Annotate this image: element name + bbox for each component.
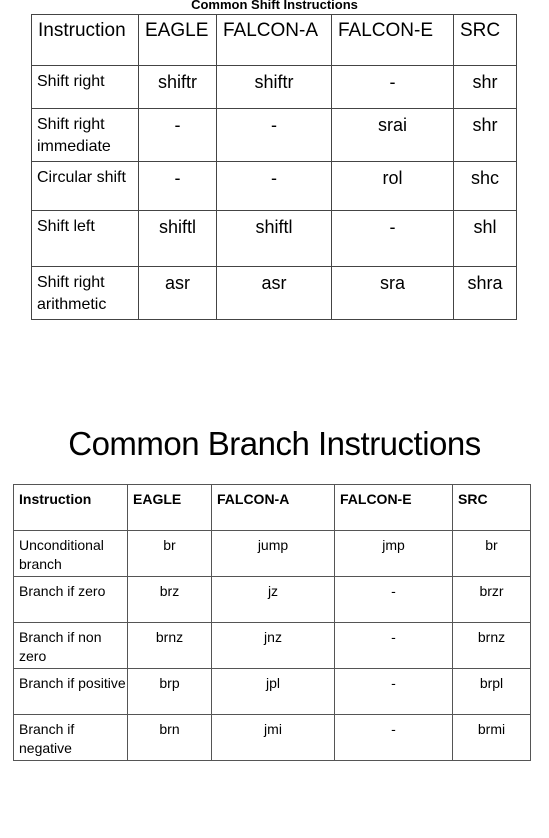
falcon-e-cell: sra — [332, 267, 454, 320]
instruction-cell: Shift left — [32, 211, 139, 267]
falcon-e-cell: - — [332, 66, 454, 109]
eagle-cell: - — [139, 162, 217, 211]
instruction-cell: Shift right immediate — [32, 109, 139, 162]
table-row — [14, 623, 531, 669]
src-cell: shra — [454, 267, 517, 320]
column-header-src: SRC — [453, 485, 531, 531]
src-cell: shl — [454, 211, 517, 267]
src-cell: shc — [454, 162, 517, 211]
table-row — [32, 109, 517, 162]
table-header-row — [14, 485, 531, 531]
column-header-eagle: EAGLE — [139, 15, 217, 66]
falcon-e-cell: - — [335, 669, 453, 715]
table-row — [32, 162, 517, 211]
column-header-instruction: Instruction — [32, 15, 139, 66]
column-header-falcon-a: FALCON-A — [217, 15, 332, 66]
instruction-cell: Circular shift — [32, 162, 139, 211]
column-header-falcon-e: FALCON-E — [332, 15, 454, 66]
src-cell: brzr — [453, 577, 531, 623]
falcon-a-cell: jpl — [212, 669, 335, 715]
eagle-cell: brn — [128, 715, 212, 761]
column-header-falcon-a: FALCON-A — [212, 485, 335, 531]
falcon-a-cell: jz — [212, 577, 335, 623]
table-row — [32, 66, 517, 109]
falcon-a-cell: shiftl — [217, 211, 332, 267]
instruction-cell: Branch if positive — [14, 669, 128, 715]
eagle-cell: brp — [128, 669, 212, 715]
falcon-e-cell: - — [335, 623, 453, 669]
instruction-cell: Branch if zero — [14, 577, 128, 623]
instruction-cell: Unconditional branch — [14, 531, 128, 577]
table-row — [14, 531, 531, 577]
src-cell: br — [453, 531, 531, 577]
falcon-a-cell: jump — [212, 531, 335, 577]
table-row — [32, 267, 517, 320]
falcon-a-cell: jnz — [212, 623, 335, 669]
table-row — [32, 211, 517, 267]
eagle-cell: brnz — [128, 623, 212, 669]
instruction-cell: Shift right arithmetic — [32, 267, 139, 320]
falcon-e-cell: - — [335, 715, 453, 761]
table-header-row — [32, 15, 517, 66]
branch-section-heading: Common Branch Instructions — [68, 425, 481, 462]
falcon-a-cell: shiftr — [217, 66, 332, 109]
falcon-e-cell: jmp — [335, 531, 453, 577]
eagle-cell: shiftr — [139, 66, 217, 109]
src-cell: brmi — [453, 715, 531, 761]
falcon-e-cell: srai — [332, 109, 454, 162]
src-cell: brnz — [453, 623, 531, 669]
falcon-a-cell: - — [217, 109, 332, 162]
instruction-cell: Shift right — [32, 66, 139, 109]
eagle-cell: br — [128, 531, 212, 577]
eagle-cell: brz — [128, 577, 212, 623]
eagle-cell: asr — [139, 267, 217, 320]
column-header-falcon-e: FALCON-E — [335, 485, 453, 531]
table-row — [14, 669, 531, 715]
falcon-a-cell: jmi — [212, 715, 335, 761]
falcon-e-cell: - — [332, 211, 454, 267]
eagle-cell: shiftl — [139, 211, 217, 267]
instruction-cell: Branch if negative — [14, 715, 128, 761]
column-header-eagle: EAGLE — [128, 485, 212, 531]
eagle-cell: - — [139, 109, 217, 162]
falcon-e-cell: - — [335, 577, 453, 623]
instruction-cell: Branch if non zero — [14, 623, 128, 669]
branch-instructions-table — [13, 484, 531, 761]
shift-instructions-table — [31, 14, 517, 320]
shift-table-title: Common Shift Instructions — [191, 0, 358, 12]
table-row — [14, 715, 531, 761]
src-cell: shr — [454, 109, 517, 162]
src-cell: shr — [454, 66, 517, 109]
table-row — [14, 577, 531, 623]
column-header-src: SRC — [454, 15, 517, 66]
column-header-instruction: Instruction — [14, 485, 128, 531]
src-cell: brpl — [453, 669, 531, 715]
falcon-a-cell: - — [217, 162, 332, 211]
falcon-e-cell: rol — [332, 162, 454, 211]
falcon-a-cell: asr — [217, 267, 332, 320]
